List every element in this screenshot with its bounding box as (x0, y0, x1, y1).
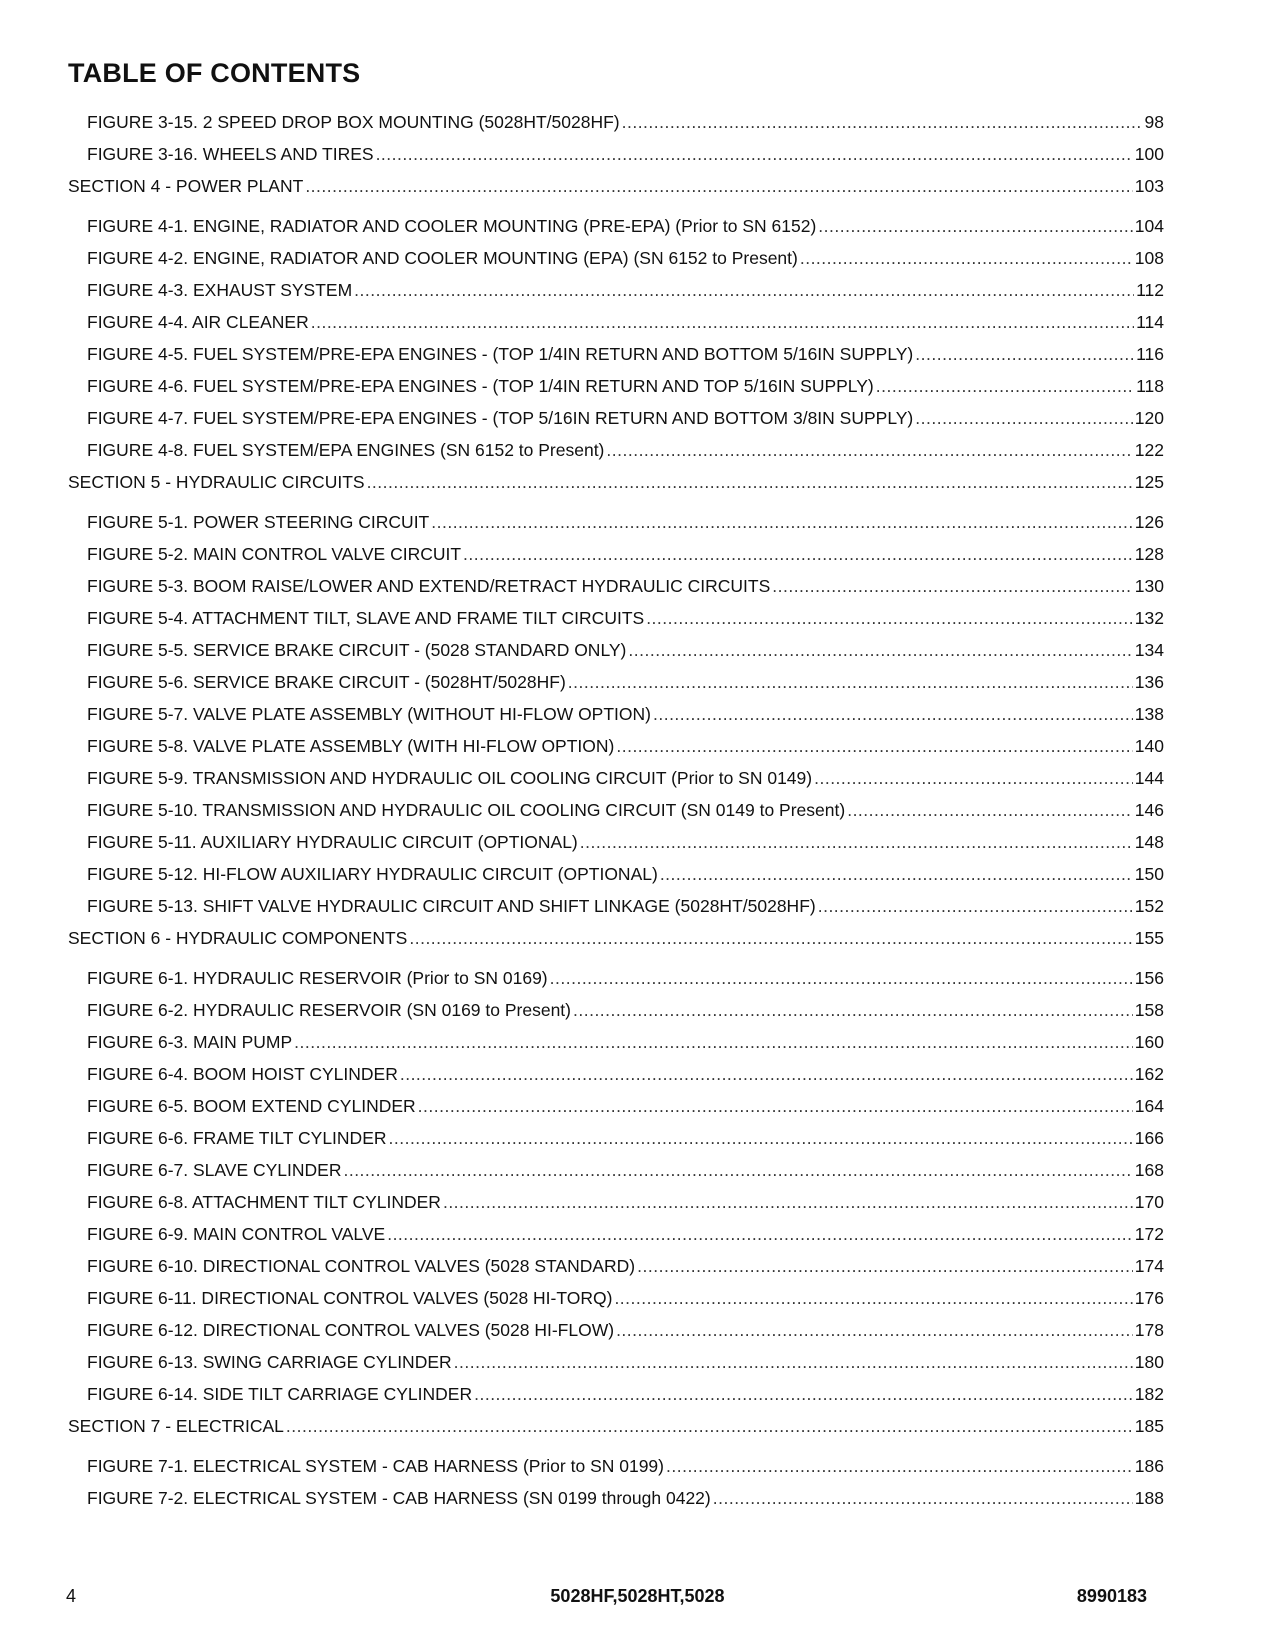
toc-figure-entry[interactable] (68, 968, 1164, 988)
toc-entry-page: 176 (1134, 1288, 1164, 1308)
toc-entry-page: 170 (1134, 1192, 1164, 1212)
toc-entry-label: FIGURE 4-3. EXHAUST SYSTEM (87, 280, 353, 300)
dot-leader (431, 512, 1133, 532)
toc-entry-page: 108 (1134, 248, 1164, 268)
toc-entry-page: 130 (1134, 576, 1164, 596)
toc-entry-page: 114 (1136, 312, 1164, 332)
toc-figure-entry[interactable] (68, 376, 1164, 396)
dot-leader (847, 800, 1133, 820)
toc-entry-label: FIGURE 3-16. WHEELS AND TIRES (87, 144, 374, 164)
dot-leader (606, 440, 1132, 460)
toc-figure-entry[interactable] (68, 1192, 1164, 1212)
toc-entry-label: FIGURE 4-4. AIR CLEANER (87, 312, 309, 332)
toc-entry-page: 116 (1136, 344, 1164, 364)
toc-entry-label: FIGURE 5-2. MAIN CONTROL VALVE CIRCUIT (87, 544, 462, 564)
toc-entry-page: 112 (1136, 280, 1164, 300)
toc-figure-entry[interactable] (68, 864, 1164, 884)
dot-leader (343, 1160, 1132, 1180)
dot-leader (376, 144, 1133, 164)
toc-entry-page: 118 (1136, 376, 1164, 396)
dot-leader (463, 544, 1133, 564)
footer-page-number: 4 (66, 1586, 77, 1606)
toc-figure-entry[interactable] (68, 1320, 1164, 1340)
toc-entry-label: FIGURE 7-2. ELECTRICAL SYSTEM - CAB HARNESS (SN 0199 through 0422) (87, 1488, 711, 1508)
dot-leader (614, 1288, 1132, 1308)
toc-entry-label: FIGURE 4-6. FUEL SYSTEM/PRE-EPA ENGINES - (TOP 1/4IN RETURN AND TOP 5/16IN SUPPLY) (87, 376, 874, 396)
dot-leader (814, 768, 1133, 788)
toc-entry-label: SECTION 6 - HYDRAULIC COMPONENTS (68, 928, 408, 948)
toc-entry-label: FIGURE 5-8. VALVE PLATE ASSEMBLY (WITH HI-FLOW OPTION) (87, 736, 615, 756)
toc-entry-page: 182 (1134, 1384, 1164, 1404)
dot-leader (915, 344, 1134, 364)
toc-entry-page: 188 (1134, 1488, 1164, 1508)
toc-entry-label: FIGURE 6-12. DIRECTIONAL CONTROL VALVES (5028 HI-FLOW) (87, 1320, 615, 1340)
dot-leader (418, 1096, 1133, 1116)
dot-leader (915, 408, 1133, 428)
toc-entry-label: FIGURE 4-7. FUEL SYSTEM/PRE-EPA ENGINES - (TOP 5/16IN RETURN AND BOTTOM 3/8IN SUPPLY) (87, 408, 914, 428)
toc-entry-label: FIGURE 6-8. ATTACHMENT TILT CYLINDER (87, 1192, 441, 1212)
toc-entry-label: FIGURE 5-10. TRANSMISSION AND HYDRAULIC OIL COOLING CIRCUIT (SN 0149 to Present) (87, 800, 846, 820)
toc-entry-page: 162 (1134, 1064, 1164, 1084)
dot-leader (573, 1000, 1133, 1020)
toc-entry-label: FIGURE 6-5. BOOM EXTEND CYLINDER (87, 1096, 416, 1116)
dot-leader (666, 1456, 1133, 1476)
toc-figure-entry[interactable] (68, 608, 1164, 628)
toc-entry-label: FIGURE 6-3. MAIN PUMP (87, 1032, 293, 1052)
toc-entry-page: 168 (1134, 1160, 1164, 1180)
dot-leader (286, 1416, 1133, 1436)
toc-figure-entry[interactable] (68, 832, 1164, 852)
toc-entry-label: FIGURE 6-4. BOOM HOIST CYLINDER (87, 1064, 398, 1084)
toc-entry-label: FIGURE 6-14. SIDE TILT CARRIAGE CYLINDER (87, 1384, 473, 1404)
toc-entry-label: SECTION 7 - ELECTRICAL (68, 1416, 284, 1436)
toc-entry-label: FIGURE 5-7. VALVE PLATE ASSEMBLY (WITHOUT HI-FLOW OPTION) (87, 704, 651, 724)
dot-leader (311, 312, 1134, 332)
dot-leader (443, 1192, 1133, 1212)
toc-entry-label: FIGURE 5-3. BOOM RAISE/LOWER AND EXTEND/RETRACT HYDRAULIC CIRCUITS (87, 576, 771, 596)
toc-figure-entry[interactable] (68, 1032, 1164, 1052)
toc-entry-page: 138 (1134, 704, 1164, 724)
dot-leader (637, 1256, 1133, 1276)
toc-entry-page: 166 (1134, 1128, 1164, 1148)
dot-leader (713, 1488, 1133, 1508)
toc-entry-page: 120 (1134, 408, 1164, 428)
toc-entry-page: 104 (1134, 216, 1164, 236)
toc-entry-page: 160 (1134, 1032, 1164, 1052)
dot-leader (772, 576, 1133, 596)
dot-leader (387, 1224, 1133, 1244)
toc-entry-page: 128 (1134, 544, 1164, 564)
toc-entry-page: 172 (1134, 1224, 1164, 1244)
toc-figure-entry[interactable] (68, 640, 1164, 660)
dot-leader (616, 736, 1132, 756)
toc-figure-entry[interactable] (68, 736, 1164, 756)
toc-entry-label: FIGURE 5-1. POWER STEERING CIRCUIT (87, 512, 430, 532)
toc-figure-entry[interactable] (68, 1128, 1164, 1148)
toc-entry-page: 178 (1134, 1320, 1164, 1340)
toc-entry-label: FIGURE 6-6. FRAME TILT CYLINDER (87, 1128, 387, 1148)
dot-leader (550, 968, 1133, 988)
dot-leader (876, 376, 1134, 396)
dot-leader (389, 1128, 1133, 1148)
toc-figure-entry[interactable] (68, 1096, 1164, 1116)
toc-entry-page: 156 (1134, 968, 1164, 988)
toc-entry-label: FIGURE 4-8. FUEL SYSTEM/EPA ENGINES (SN 6152 to Present) (87, 440, 605, 460)
toc-entry-label: FIGURE 3-15. 2 SPEED DROP BOX MOUNTING (5028HT/5028HF) (87, 112, 620, 132)
toc-figure-entry[interactable] (68, 576, 1164, 596)
toc-figure-entry[interactable] (68, 800, 1164, 820)
toc-list (68, 112, 1164, 1520)
toc-entry-label: FIGURE 6-9. MAIN CONTROL VALVE (87, 1224, 386, 1244)
toc-entry-label: FIGURE 5-11. AUXILIARY HYDRAULIC CIRCUIT (OPTIONAL) (87, 832, 578, 852)
toc-entry-page: 158 (1134, 1000, 1164, 1020)
toc-entry-page: 144 (1134, 768, 1164, 788)
page-title: TABLE OF CONTENTS (68, 58, 361, 88)
dot-leader (354, 280, 1134, 300)
dot-leader (818, 216, 1133, 236)
toc-figure-entry[interactable] (68, 1456, 1164, 1476)
dot-leader (454, 1352, 1133, 1372)
toc-section-entry[interactable] (68, 472, 1164, 492)
toc-entry-label: FIGURE 6-11. DIRECTIONAL CONTROL VALVES (5028 HI-TORQ) (87, 1288, 613, 1308)
toc-entry-page: 150 (1134, 864, 1164, 884)
dot-leader (409, 928, 1132, 948)
dot-leader (294, 1032, 1133, 1052)
toc-entry-page: 126 (1134, 512, 1164, 532)
toc-section-entry[interactable] (68, 176, 1164, 196)
toc-entry-page: 122 (1134, 440, 1164, 460)
toc-figure-entry[interactable] (68, 144, 1164, 164)
dot-leader (580, 832, 1133, 852)
toc-entry-page: 185 (1134, 1416, 1164, 1436)
dot-leader (474, 1384, 1133, 1404)
toc-entry-page: 136 (1134, 672, 1164, 692)
toc-figure-entry[interactable] (68, 112, 1164, 132)
toc-entry-page: 100 (1134, 144, 1164, 164)
dot-leader (400, 1064, 1133, 1084)
toc-entry-page: 180 (1134, 1352, 1164, 1372)
toc-figure-entry[interactable] (68, 1488, 1164, 1508)
dot-leader (646, 608, 1133, 628)
toc-figure-entry[interactable] (68, 1224, 1164, 1244)
toc-entry-page: 155 (1134, 928, 1164, 948)
toc-figure-entry[interactable] (68, 1064, 1164, 1084)
dot-leader (818, 896, 1133, 916)
toc-figure-entry[interactable] (68, 672, 1164, 692)
toc-entry-label: FIGURE 5-12. HI-FLOW AUXILIARY HYDRAULIC CIRCUIT (OPTIONAL) (87, 864, 658, 884)
toc-figure-entry[interactable] (68, 1160, 1164, 1180)
toc-figure-entry[interactable] (68, 440, 1164, 460)
toc-figure-entry[interactable] (68, 344, 1164, 364)
toc-figure-entry[interactable] (68, 768, 1164, 788)
toc-entry-page: 103 (1134, 176, 1164, 196)
toc-entry-label: FIGURE 6-7. SLAVE CYLINDER (87, 1160, 342, 1180)
toc-entry-page: 152 (1134, 896, 1164, 916)
toc-figure-entry[interactable] (68, 248, 1164, 268)
toc-figure-entry[interactable] (68, 280, 1164, 300)
toc-figure-entry[interactable] (68, 1000, 1164, 1020)
toc-figure-entry[interactable] (68, 896, 1164, 916)
toc-entry-page: 98 (1144, 112, 1164, 132)
dot-leader (367, 472, 1133, 492)
toc-entry-page: 134 (1134, 640, 1164, 660)
toc-figure-entry[interactable] (68, 1384, 1164, 1404)
toc-entry-page: 164 (1134, 1096, 1164, 1116)
toc-entry-page: 148 (1134, 832, 1164, 852)
toc-entry-label: FIGURE 4-5. FUEL SYSTEM/PRE-EPA ENGINES - (TOP 1/4IN RETURN AND BOTTOM 5/16IN SUPPLY) (87, 344, 914, 364)
toc-figure-entry[interactable] (68, 1256, 1164, 1276)
toc-entry-page: 146 (1134, 800, 1164, 820)
toc-entry-label: FIGURE 5-13. SHIFT VALVE HYDRAULIC CIRCUIT AND SHIFT LINKAGE (5028HT/5028HF) (87, 896, 816, 916)
toc-section-entry[interactable] (68, 1416, 1164, 1436)
toc-entry-page: 174 (1134, 1256, 1164, 1276)
dot-leader (616, 1320, 1133, 1340)
toc-entry-label: FIGURE 5-6. SERVICE BRAKE CIRCUIT - (5028HT/5028HF) (87, 672, 566, 692)
toc-figure-entry[interactable] (68, 216, 1164, 236)
dot-leader (305, 176, 1132, 196)
toc-entry-label: FIGURE 6-13. SWING CARRIAGE CYLINDER (87, 1352, 452, 1372)
dot-leader (800, 248, 1133, 268)
toc-entry-label: FIGURE 4-2. ENGINE, RADIATOR AND COOLER MOUNTING (EPA) (SN 6152 to Present) (87, 248, 798, 268)
toc-entry-label: FIGURE 6-1. HYDRAULIC RESERVOIR (Prior to SN 0169) (87, 968, 548, 988)
toc-section-entry[interactable] (68, 928, 1164, 948)
toc-entry-label: FIGURE 4-1. ENGINE, RADIATOR AND COOLER MOUNTING (PRE-EPA) (Prior to SN 6152) (87, 216, 817, 236)
toc-entry-label: FIGURE 5-4. ATTACHMENT TILT, SLAVE AND FRAME TILT CIRCUITS (87, 608, 645, 628)
toc-entry-page: 132 (1134, 608, 1164, 628)
dot-leader (653, 704, 1133, 724)
toc-entry-label: SECTION 5 - HYDRAULIC CIRCUITS (68, 472, 365, 492)
toc-figure-entry[interactable] (68, 544, 1164, 564)
toc-entry-label: SECTION 4 - POWER PLANT (68, 176, 304, 196)
dot-leader (568, 672, 1133, 692)
toc-entry-label: FIGURE 5-5. SERVICE BRAKE CIRCUIT - (5028 STANDARD ONLY) (87, 640, 627, 660)
toc-figure-entry[interactable] (68, 312, 1164, 332)
toc-figure-entry[interactable] (68, 1288, 1164, 1308)
dot-leader (622, 112, 1143, 132)
toc-entry-label: FIGURE 5-9. TRANSMISSION AND HYDRAULIC OIL COOLING CIRCUIT (Prior to SN 0149) (87, 768, 813, 788)
toc-figure-entry[interactable] (68, 408, 1164, 428)
toc-entry-page: 125 (1134, 472, 1164, 492)
toc-entry-label: FIGURE 7-1. ELECTRICAL SYSTEM - CAB HARNESS (Prior to SN 0199) (87, 1456, 664, 1476)
footer-models: 5028HF,5028HT,5028 (550, 1586, 725, 1606)
toc-figure-entry[interactable] (68, 704, 1164, 724)
toc-entry-label: FIGURE 6-2. HYDRAULIC RESERVOIR (SN 0169 to Present) (87, 1000, 571, 1020)
toc-entry-page: 186 (1134, 1456, 1164, 1476)
toc-figure-entry[interactable] (68, 1352, 1164, 1372)
toc-figure-entry[interactable] (68, 512, 1164, 532)
dot-leader (628, 640, 1132, 660)
toc-entry-page: 140 (1134, 736, 1164, 756)
dot-leader (660, 864, 1133, 884)
footer-doc-number: 8990183 (1076, 1586, 1147, 1606)
toc-entry-label: FIGURE 6-10. DIRECTIONAL CONTROL VALVES (5028 STANDARD) (87, 1256, 636, 1276)
